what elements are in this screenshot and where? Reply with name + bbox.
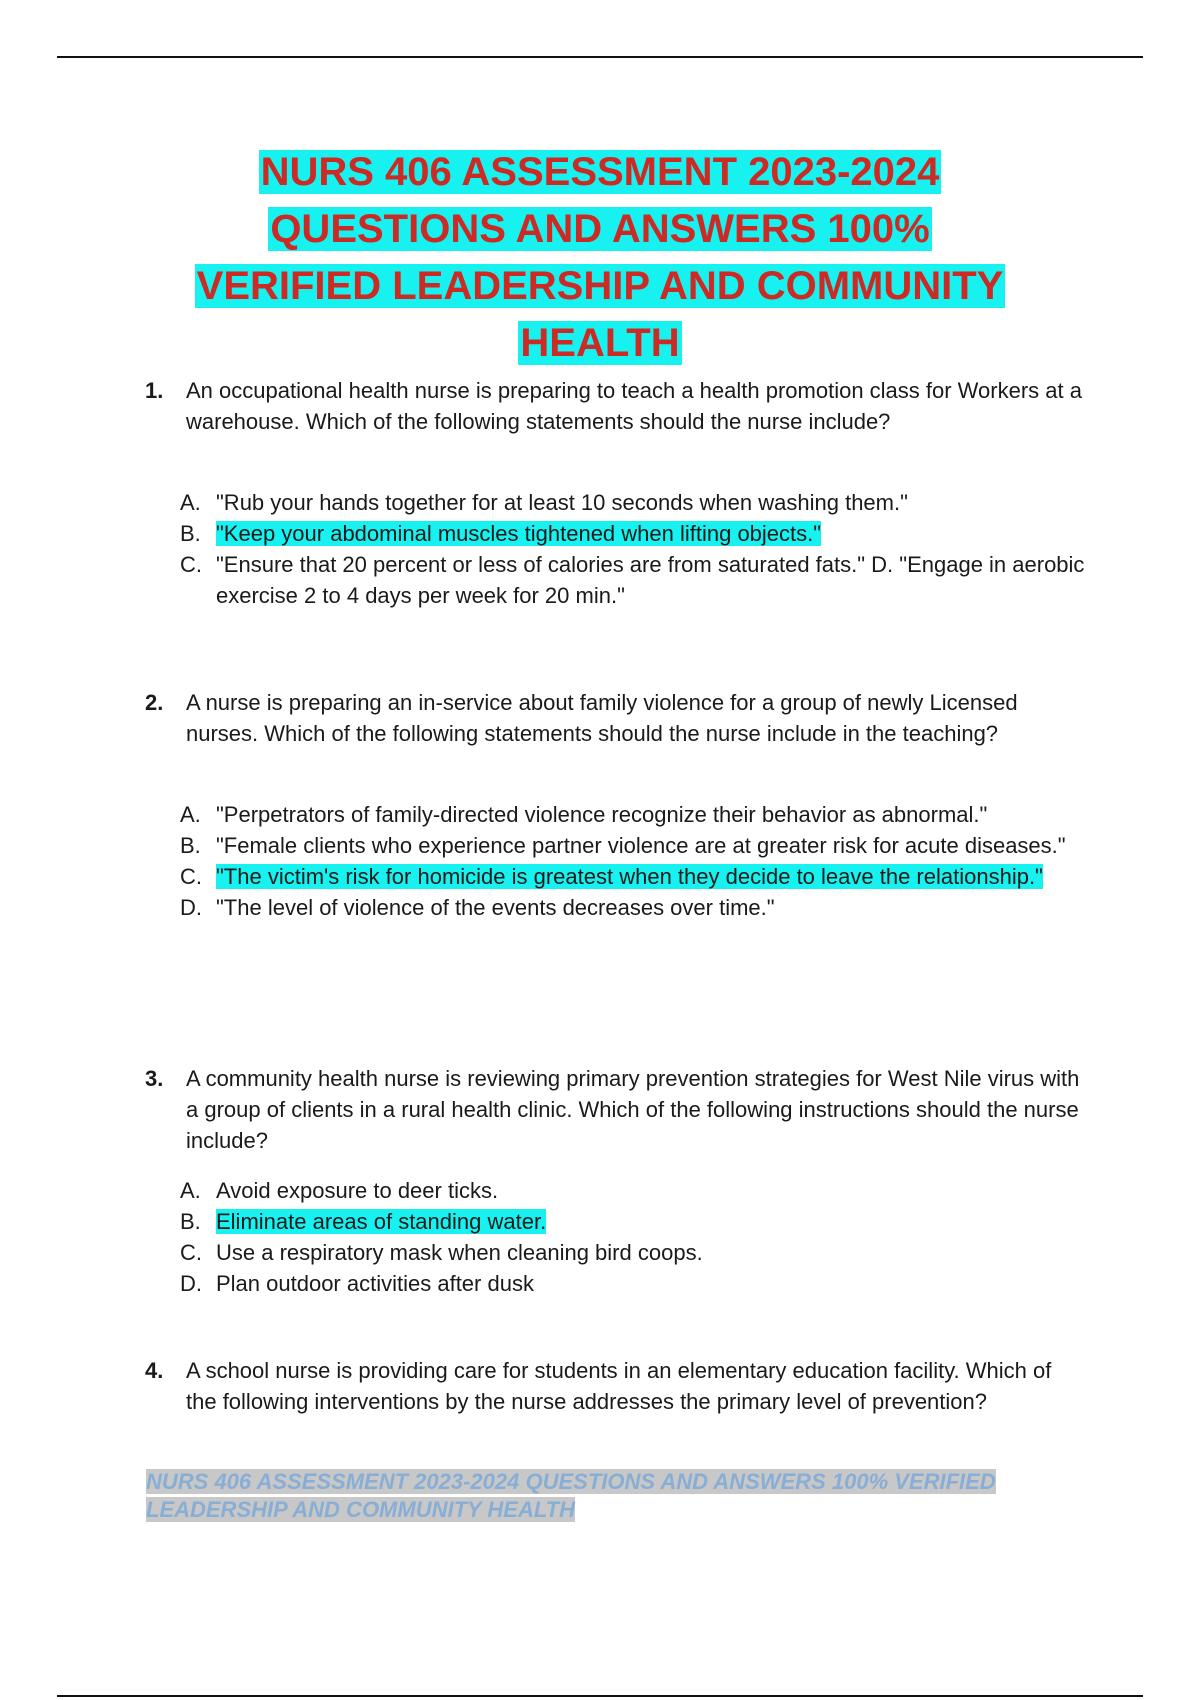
question-text: A community health nurse is reviewing primary prevention strategies for West Nile virus with a group of clients in a rural health clinic. Which of the following instructions should the nurse include? <box>186 1066 1080 1153</box>
title-line-1: NURS 406 ASSESSMENT 2023-2024 <box>260 150 940 194</box>
option-text: "Ensure that 20 percent or less of calories are from saturated fats." D. "Engage in aerobic exercise 2 to 4 days per week for 20 min." <box>216 552 1085 608</box>
question-text: A nurse is preparing an in-service about family violence for a group of newly Licensed nurses. Which of the following statements should the nurse include in the teaching? <box>186 690 1018 746</box>
title-line-3: VERIFIED LEADERSHIP AND COMMUNITY <box>196 264 1004 308</box>
title-line-2: QUESTIONS AND ANSWERS 100% <box>270 207 930 251</box>
option-letter: C. <box>180 552 202 577</box>
question-number: 3. <box>145 1066 164 1091</box>
option-d <box>0 892 1200 923</box>
question-3-options <box>0 1175 1200 1299</box>
option-a <box>0 799 1200 830</box>
option-a <box>0 487 1200 518</box>
option-letter: A. <box>180 490 201 515</box>
option-text: "The level of violence of the events decreases over time." <box>216 895 775 920</box>
option-letter: B. <box>180 521 201 546</box>
question-number: 2. <box>145 690 164 715</box>
top-rule <box>57 56 1143 58</box>
question-text: A school nurse is providing care for students in an elementary education facility. Which of the following interventions by the nurse addresses the primary level of prevention? <box>186 1358 1052 1414</box>
option-letter: A. <box>180 802 201 827</box>
option-letter: B. <box>180 1209 201 1234</box>
option-letter: D. <box>180 895 202 920</box>
option-b <box>0 830 1200 861</box>
document-title <box>100 144 1100 372</box>
option-letter: C. <box>180 1240 202 1265</box>
option-c <box>0 549 1200 611</box>
option-text: Avoid exposure to deer ticks. <box>216 1178 499 1203</box>
option-text: "Perpetrators of family-directed violence recognize their behavior as abnormal." <box>216 802 988 827</box>
option-text: Use a respiratory mask when cleaning bird coops. <box>216 1240 703 1265</box>
option-letter: A. <box>180 1178 201 1203</box>
title-line-4: HEALTH <box>520 321 680 365</box>
option-text: "Female clients who experience partner violence are at greater risk for acute diseases." <box>216 833 1066 858</box>
correct-answer-highlight: Eliminate areas of standing water. <box>216 1209 547 1234</box>
option-c <box>0 1237 1200 1268</box>
option-b <box>0 518 1200 549</box>
option-letter: D. <box>180 1271 202 1296</box>
option-text: Plan outdoor activities after dusk <box>216 1271 534 1296</box>
option-d <box>0 1268 1200 1299</box>
question-2-options <box>0 799 1200 923</box>
option-text: "Rub your hands together for at least 10 seconds when washing them." <box>216 490 908 515</box>
option-c <box>0 861 1200 892</box>
footer-banner <box>146 1468 1086 1524</box>
footer-text: NURS 406 ASSESSMENT 2023-2024 QUESTIONS AND ANSWERS 100% VERIFIED LEADERSHIP AND COMMUNITY HEALTH <box>146 1469 996 1522</box>
bottom-rule <box>57 1695 1143 1697</box>
question-number: 4. <box>145 1358 164 1383</box>
correct-answer-highlight: "Keep your abdominal muscles tightened when lifting objects." <box>216 521 822 546</box>
correct-answer-highlight: "The victim's risk for homicide is greatest when they decide to leave the relationship." <box>216 864 1043 889</box>
question-number: 1. <box>145 378 164 403</box>
question-text: An occupational health nurse is preparing to teach a health promotion class for Workers at a warehouse. Which of the following statements should the nurse include? <box>186 378 1082 434</box>
option-letter: B. <box>180 833 201 858</box>
option-a <box>0 1175 1200 1206</box>
option-b <box>0 1206 1200 1237</box>
question-1-options <box>0 487 1200 611</box>
option-letter: C. <box>180 864 202 889</box>
